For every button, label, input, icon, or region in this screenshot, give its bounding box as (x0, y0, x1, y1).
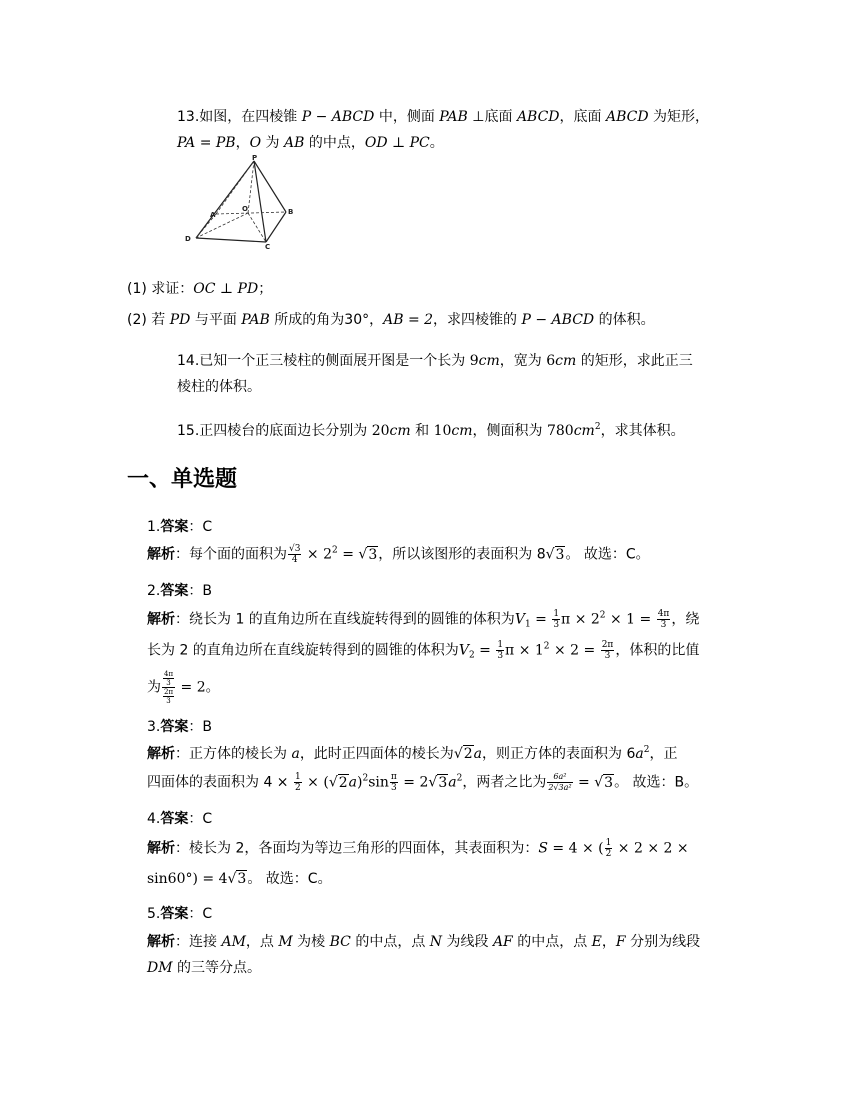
answer-4-explanation-line-2: sin60°) = 4√3。 故选：C。 (147, 871, 332, 887)
label-c: C (265, 243, 271, 250)
q13-line-2: PA = PB，O 为 AB 的中点，OD ⊥ PC。 (177, 135, 444, 151)
answer-3-explanation-line-2: 四面体的表面积为 4 × $\frac{1}{2}$ × $(√2a)^2\sin$ $\frac{\pi}{3}$ = $2√3a^2$，两者之比为 $\frac{\text{6a²}}{\text{2√3a²}}$ = √3。 故选：B。 (147, 772, 699, 793)
answer-5-explanation-line-1: 解析：连接 AM，点 M 为棱 BC 的中点，点 N 为线段 AF 的中点，点 E，F 分别为线段 (147, 934, 701, 950)
answer-5-header: 5.答案：C (147, 906, 213, 922)
answer-1-explanation: 解析：每个面的面积为 $\frac{√3}{4}$ × $2^2 = √3$，所以该图形的表面积为 8√3。 故选：C。 (147, 544, 650, 565)
answer-2-explanation-line-3: 为 $\frac{\frac{4\pi}{3}}{\frac{2\pi}{3}}$ = 2。 (147, 670, 220, 705)
q14-line-2: 棱柱的体积。 (177, 379, 261, 395)
answer-3-explanation-line-1: 解析：正方体的棱长为 a，此时正四面体的棱长为√2a，则正方体的表面积为 $6a^2$，正 (147, 745, 678, 762)
q13-part-1: (1) 求证：OC ⊥ PD； (127, 281, 273, 297)
answer-2-explanation-line-2: 长为 2 的直角边所在直线旋转得到的圆锥的体积为$V_2$ = $\frac{1}{3}$ $\pi \times 1^2 \times 2$ = $\frac{2\pi}{3}$ ，体积的比值 (147, 640, 700, 661)
answer-2-explanation-line-1: 解析：绕长为 1 的直角边所在直线旋转得到的圆锥的体积为$V_1$ = $\frac{1}{3}$ $\pi \times 2^2 \times 1$ = $\frac{4\pi}{3}$ ，绕 (147, 609, 700, 630)
answer-3-header: 3.答案：B (147, 719, 212, 735)
section-title: 一、单选题 (127, 467, 238, 492)
answer-4-explanation-line-1: 解析：棱长为 2，各面均为等边三角形的四面体，其表面积为：S = 4 × ( $\frac{1}{2}$ × 2 × 2 × (147, 838, 689, 859)
label-p: P (252, 154, 258, 162)
answer-1-header: 1.答案：C (147, 519, 213, 535)
answer-5-explanation-line-2: DM 的三等分点。 (147, 960, 262, 976)
answer-4-header: 4.答案：C (147, 811, 213, 827)
q15-line: 15.正四棱台的底面边长分别为 20cm 和 10cm，侧面积为 $780cm^2$，求其体积。 (177, 422, 685, 439)
q13-line-1: 13.如图，在四棱锥 P − ABCD 中，侧面 PAB ⊥底面 ABCD，底面 ABCD 为矩形， (177, 109, 710, 125)
pyramid-figure (182, 154, 304, 250)
label-d: D (185, 235, 191, 243)
label-o: O (242, 205, 248, 213)
q13-part-2: (2) 若 PD 与平面 PAB 所成的角为30°，AB = 2，求四棱锥的 P − ABCD 的体积。 (127, 312, 655, 328)
answer-2-header: 2.答案：B (147, 583, 212, 599)
label-a: A (210, 211, 216, 219)
q14-line-1: 14.已知一个正三棱柱的侧面展开图是一个长为 9cm，宽为 6cm 的矩形，求此正三 (177, 353, 693, 369)
label-b: B (288, 208, 294, 216)
